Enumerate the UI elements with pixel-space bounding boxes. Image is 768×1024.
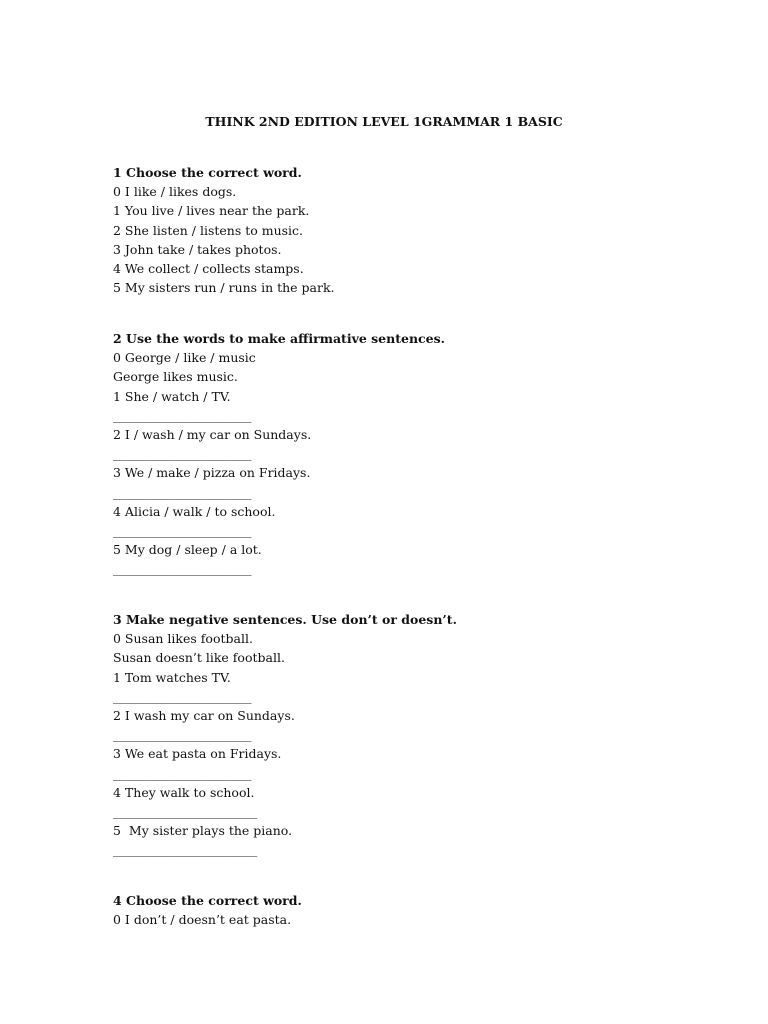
answer-blank: _________________________	[113, 803, 257, 819]
answer-blank: ________________________	[113, 765, 251, 781]
answer-blank: ________________________	[113, 561, 251, 577]
exercise-line: 3 We eat pasta on Fridays.	[113, 746, 282, 762]
document-title: THINK 2ND EDITION LEVEL 1GRAMMAR 1 BASIC	[205, 114, 563, 129]
exercise-line: 5 My dog / sleep / a lot.	[113, 542, 262, 558]
exercise-line: 0 I like / likes dogs.	[113, 184, 237, 200]
exercise-line: 2 I wash my car on Sundays.	[113, 707, 295, 723]
exercise-heading: 2 Use the words to make affirmative sentences.	[113, 331, 445, 346]
exercise-heading: 3 Make negative sentences. Use don’t or doesn’t.	[113, 612, 457, 627]
exercise-heading: 1 Choose the correct word.	[113, 165, 302, 180]
exercise-1	[113, 163, 673, 297]
exercise-4	[113, 891, 673, 929]
exercise-heading: 4 Choose the correct word.	[113, 893, 302, 908]
exercise-line: Susan doesn’t like football.	[113, 650, 285, 666]
exercise-line: 0 I don’t / doesn’t eat pasta.	[113, 912, 292, 928]
exercise-line: 2 I / wash / my car on Sundays.	[113, 426, 312, 442]
exercise-line: 5 My sisters run / runs in the park.	[113, 280, 335, 296]
exercise-line: 2 She listen / listens to music.	[113, 222, 304, 238]
answer-blank: ________________________	[113, 522, 251, 538]
exercise-line: 1 She / watch / TV.	[113, 388, 231, 404]
exercise-line: 1 You live / lives near the park.	[113, 203, 310, 219]
answer-blank: ________________________	[113, 727, 251, 743]
exercise-line: 4 Alicia / walk / to school.	[113, 503, 276, 519]
exercise-line: 5 My sister plays the piano.	[113, 823, 293, 839]
exercise-line: 4 They walk to school.	[113, 784, 255, 800]
exercise-line: 1 Tom watches TV.	[113, 669, 231, 685]
exercise-2	[113, 329, 673, 578]
exercise-line: 0 George / like / music	[113, 350, 256, 366]
answer-blank: _________________________	[113, 842, 257, 858]
exercise-line: 4 We collect / collects stamps.	[113, 260, 304, 276]
answer-blank: ________________________	[113, 446, 251, 462]
exercise-line: 3 John take / takes photos.	[113, 241, 282, 257]
answer-blank: ________________________	[113, 407, 251, 423]
answer-blank: ________________________	[113, 484, 251, 500]
exercise-line: 0 Susan likes football.	[113, 631, 253, 647]
exercise-line: 3 We / make / pizza on Fridays.	[113, 465, 311, 481]
answer-blank: ________________________	[113, 688, 251, 704]
exercise-line: George likes music.	[113, 369, 238, 385]
exercise-3	[113, 610, 673, 859]
